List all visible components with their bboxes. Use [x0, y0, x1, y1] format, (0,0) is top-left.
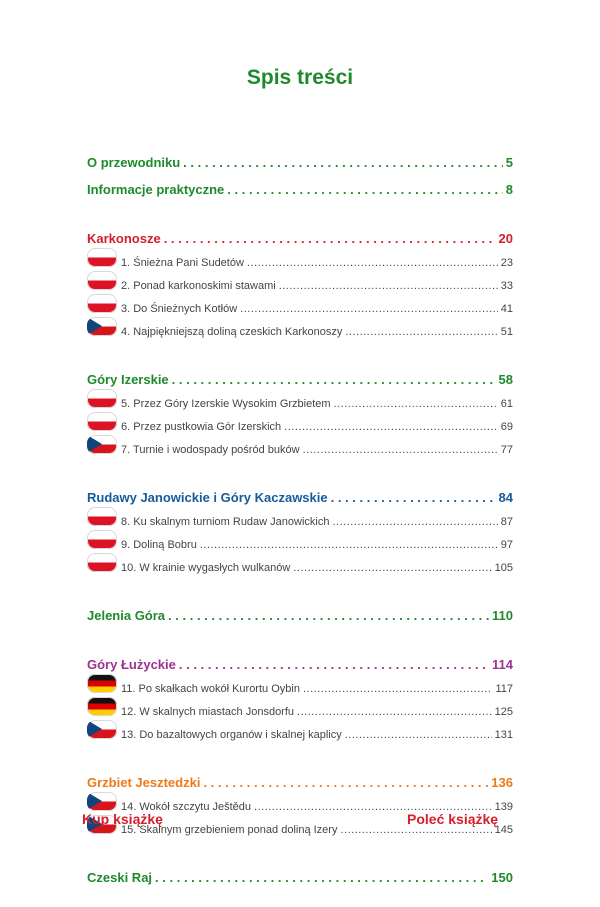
- section-title: Góry Łużyckie: [87, 657, 176, 672]
- toc-route-entry[interactable]: [87, 315, 513, 338]
- route-title: 8. Ku skalnym turniom Rudaw Janowickich: [121, 516, 330, 528]
- section-page-number: 58: [498, 372, 513, 387]
- toc-section-entry[interactable]: [87, 478, 513, 505]
- route-title: 1. Śnieżna Pani Sudetów: [121, 257, 244, 269]
- section-title: Rudawy Janowickie i Góry Kaczawskie: [87, 490, 328, 505]
- dot-leader: [345, 326, 497, 338]
- section-page-number: 84: [498, 490, 513, 505]
- toc-route-entry[interactable]: [87, 387, 513, 410]
- route-page-number: 23: [500, 257, 513, 269]
- section-page-number: 110: [492, 608, 513, 623]
- dot-leader: [297, 706, 492, 718]
- route-title: 4. Najpiękniejszą doliną czeskich Karkonoszy: [121, 326, 343, 338]
- dot-leader: [331, 490, 496, 505]
- page-title: Spis treści: [246, 66, 354, 89]
- dot-leader: [345, 729, 492, 741]
- poland-flag-icon: [87, 507, 117, 526]
- route-page-number: 51: [500, 326, 513, 338]
- toc-section-group: [87, 596, 513, 623]
- poland-flag-icon: [87, 294, 117, 313]
- poland-flag-icon: [87, 389, 117, 408]
- section-title: Jelenia Góra: [87, 608, 166, 623]
- toc-section-group: [87, 478, 513, 574]
- germany-flag-icon: [87, 697, 117, 716]
- toc-section-group: [87, 360, 513, 456]
- section-title: Karkonosze: [87, 231, 161, 246]
- toc-route-entry[interactable]: [87, 551, 513, 574]
- section-title: Grzbiet Jesztedzki: [87, 775, 201, 790]
- toc-section-entry[interactable]: [87, 170, 513, 197]
- toc-route-entry[interactable]: [87, 269, 513, 292]
- route-page-number: 77: [500, 444, 513, 456]
- toc-route-entry[interactable]: [87, 672, 513, 695]
- germany-flag-icon: [87, 674, 117, 693]
- route-page-number: 41: [500, 303, 513, 315]
- table-of-contents: [87, 143, 513, 907]
- dot-leader: [172, 372, 496, 387]
- czech-flag-icon: [87, 435, 117, 454]
- route-title: 10. W krainie wygasłych wulkanów: [121, 562, 291, 574]
- toc-section-group: [87, 858, 513, 885]
- toc-section-entry[interactable]: [87, 596, 513, 623]
- route-title: 2. Ponad karkonoskimi stawami: [121, 280, 276, 292]
- dot-leader: [303, 444, 498, 456]
- section-page-number: 8: [505, 182, 513, 197]
- dot-leader: [227, 182, 502, 197]
- dot-leader: [203, 775, 488, 790]
- dot-leader: [179, 657, 489, 672]
- route-title: 15. Skalnym grzebieniem ponad doliną Izery: [121, 824, 338, 836]
- route-title: 12. W skalnych miastach Jonsdorfu: [121, 706, 295, 718]
- route-title: 13. Do bazaltowych organów i skalnej kaplicy: [121, 729, 342, 741]
- toc-section-group: [87, 143, 513, 197]
- dot-leader: [334, 398, 498, 410]
- dot-leader: [200, 539, 498, 551]
- toc-section-entry[interactable]: [87, 143, 513, 170]
- toc-section-entry[interactable]: [87, 360, 513, 387]
- dot-leader: [332, 516, 497, 528]
- toc-route-entry[interactable]: [87, 433, 513, 456]
- dot-leader: [183, 155, 503, 170]
- toc-route-entry[interactable]: [87, 528, 513, 551]
- toc-section-entry[interactable]: [87, 645, 513, 672]
- czech-flag-icon: [87, 792, 117, 811]
- buy-book-link[interactable]: Kup książkę: [82, 811, 163, 827]
- toc-section-entry[interactable]: [87, 763, 513, 790]
- toc-section-group: [87, 645, 513, 741]
- section-page-number: 136: [491, 775, 513, 790]
- toc-route-entry[interactable]: [87, 246, 513, 269]
- route-page-number: 97: [500, 539, 513, 551]
- dot-leader: [155, 870, 488, 885]
- section-title: O przewodniku: [87, 155, 181, 170]
- toc-route-entry[interactable]: [87, 790, 513, 813]
- dot-leader: [293, 562, 491, 574]
- toc-route-entry[interactable]: [87, 505, 513, 528]
- section-page-number: 5: [505, 155, 513, 170]
- toc-section-entry[interactable]: [87, 219, 513, 246]
- toc-section-entry[interactable]: [87, 858, 513, 885]
- dot-leader: [240, 303, 498, 315]
- poland-flag-icon: [87, 412, 117, 431]
- dot-leader: [247, 257, 498, 269]
- route-page-number: 139: [494, 801, 513, 813]
- dot-leader: [284, 421, 498, 433]
- recommend-book-link[interactable]: Poleć książkę: [407, 811, 499, 827]
- toc-route-entry[interactable]: [87, 410, 513, 433]
- route-page-number: 117: [495, 683, 513, 695]
- toc-route-entry[interactable]: [87, 695, 513, 718]
- route-page-number: 33: [500, 280, 513, 292]
- route-page-number: 87: [500, 516, 513, 528]
- route-page-number: 61: [500, 398, 513, 410]
- poland-flag-icon: [87, 553, 117, 572]
- section-page-number: 150: [491, 870, 513, 885]
- route-page-number: 145: [494, 824, 513, 836]
- route-title: 6. Przez pustkowia Gór Izerskich: [121, 421, 282, 433]
- poland-flag-icon: [87, 271, 117, 290]
- route-page-number: 125: [494, 706, 513, 718]
- route-title: 5. Przez Góry Izerskie Wysokim Grzbietem: [121, 398, 331, 410]
- route-title: 9. Doliną Bobru: [121, 539, 197, 551]
- section-title: Czeski Raj: [87, 870, 153, 885]
- toc-section-group: [87, 219, 513, 338]
- route-title: 3. Do Śnieżnych Kotłów: [121, 303, 238, 315]
- route-page-number: 131: [494, 729, 513, 741]
- czech-flag-icon: [87, 720, 117, 739]
- dot-leader: [303, 683, 493, 695]
- toc-route-entry[interactable]: [87, 718, 513, 741]
- dot-leader: [164, 231, 496, 246]
- route-page-number: 69: [500, 421, 513, 433]
- route-title: 7. Turnie i wodospady pośród buków: [121, 444, 300, 456]
- route-title: 11. Po skałkach wokół Kurortu Oybin: [121, 683, 300, 695]
- poland-flag-icon: [87, 530, 117, 549]
- route-page-number: 105: [494, 562, 513, 574]
- dot-leader: [168, 608, 489, 623]
- section-page-number: 114: [492, 657, 513, 672]
- section-title: Informacje praktyczne: [87, 182, 225, 197]
- dot-leader: [279, 280, 498, 292]
- toc-route-entry[interactable]: [87, 292, 513, 315]
- czech-flag-icon: [87, 317, 117, 336]
- section-title: Góry Izerskie: [87, 372, 169, 387]
- section-page-number: 20: [498, 231, 513, 246]
- route-title: 14. Wokół szczytu Ještědu: [121, 801, 252, 813]
- poland-flag-icon: [87, 248, 117, 267]
